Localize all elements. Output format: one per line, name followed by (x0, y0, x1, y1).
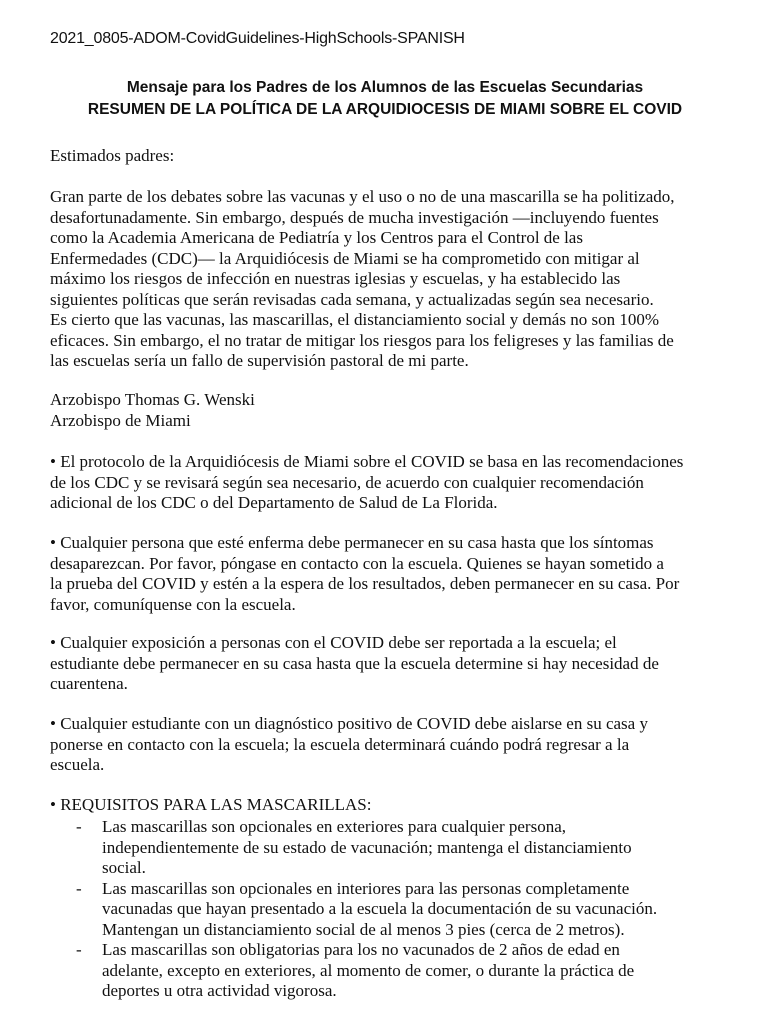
intro-line: las escuelas sería un fallo de supervisión pastoral de mi parte. (50, 351, 469, 370)
salutation-text: Estimados padres: (50, 146, 175, 165)
mask-requirements-list (70, 817, 750, 1002)
heading-line-2: RESUMEN DE LA POLÍTICA DE LA ARQUIDIOCESIS DE MIAMI SOBRE EL COVID (87, 101, 683, 118)
list-item-line: social. (102, 858, 146, 877)
bullet-line: ponerse en contacto con la escuela; la escuela determinará cuándo podrá regresar a la (50, 734, 630, 754)
bullet-line: adicional de los CDC o del Departamento de Salud de La Florida. (50, 493, 498, 512)
bullet-line: • Cualquier exposición a personas con el COVID debe ser reportada a la escuela; el (50, 633, 617, 652)
bullet-paragraph-4 (50, 714, 750, 776)
list-item-line: vacunadas que hayan presentado a la escuela la documentación de su vacunación. (102, 899, 658, 918)
bullet-paragraph-1 (50, 452, 750, 514)
intro-line: Enfermedades (CDC)— la Arquidiócesis de Miami se ha comprometido con mitigar al (50, 248, 640, 268)
bullet-line: cuarentena. (50, 674, 128, 693)
list-item (70, 879, 750, 941)
bullet-line: de los CDC y se revisará según sea necesario, de acuerdo con cualquier recomendación (50, 472, 644, 492)
bullet-line: escuela. (50, 755, 105, 774)
dash-marker: - (76, 878, 82, 898)
intro-line: siguientes políticas que serán revisadas cada semana, y actualizadas según sea necesario. (50, 289, 654, 309)
heading-line-1: Mensaje para los Padres de los Alumnos de las Escuelas Secundarias (126, 79, 644, 96)
bullet-line: • Cualquier persona que esté enferma debe permanecer en su casa hasta que los síntomas (50, 533, 654, 552)
bullet-paragraph-2 (50, 533, 750, 615)
intro-line: Gran parte de los debates sobre las vacunas y el uso o no de una mascarilla se ha politizado, (50, 187, 675, 206)
bullet-line: desaparezcan. Por favor, póngase en contacto con la escuela. Quienes se hayan sometido a (50, 553, 664, 573)
intro-line: como la Academia Americana de Pediatría y los Centros para el Control de las (50, 228, 583, 247)
bullet-line: estudiante debe permanecer en su casa hasta que la escuela determine si hay necesidad de (50, 653, 659, 673)
intro-line: Es cierto que las vacunas, las mascarillas, el distanciamiento social y demás no son 100% (50, 310, 659, 329)
intro-line: eficaces. Sin embargo, el no tratar de mitigar los riesgos para los feligreses y las familias de (50, 330, 674, 350)
list-item-line: adelante, excepto en exteriores, al momento de comer, o durante la práctica de (102, 960, 635, 980)
list-item-line: Las mascarillas son opcionales en exteriores para cualquier persona, (102, 817, 567, 836)
list-item (70, 817, 750, 879)
list-item-line: independientemente de su estado de vacunación; mantenga el distanciamiento (102, 837, 632, 857)
bullet-line: favor, comuníquense con la escuela. (50, 594, 296, 614)
list-item-line: Mantengan un distanciamiento social de al menos 3 pies (cerca de 2 metros). (102, 919, 625, 939)
dash-marker: - (76, 940, 82, 959)
file-title: 2021_0805-ADOM-CovidGuidelines-HighSchools-SPANISH (50, 30, 465, 47)
list-item-line: Las mascarillas son obligatorias para los no vacunados de 2 años de edad en (102, 940, 620, 959)
signature-name: Arzobispo Thomas G. Wenski (50, 390, 255, 409)
intro-line: máximo los riesgos de infección en nuestras iglesias y escuelas, y ha establecido las (50, 269, 621, 288)
list-item-line: deportes u otra actividad vigorosa. (102, 981, 337, 1000)
bullet-line: • El protocolo de la Arquidiócesis de Miami sobre el COVID se basa en las recomendaciones (50, 452, 684, 471)
bullet-line: • Cualquier estudiante con un diagnóstico positivo de COVID debe aislarse en su casa y (50, 714, 648, 733)
dash-marker: - (76, 817, 82, 836)
list-item (70, 940, 750, 1002)
list-item-line: Las mascarillas son opcionales en interiores para las personas completamente (102, 878, 630, 898)
intro-line: desafortunadamente. Sin embargo, después de mucha investigación —incluyendo fuentes (50, 207, 659, 227)
intro-paragraph (50, 187, 750, 372)
salutation (50, 146, 750, 167)
signature-title: Arzobispo de Miami (50, 410, 191, 430)
mask-section-title (50, 795, 750, 816)
bullet-paragraph-3 (50, 633, 750, 695)
mask-title-text: • REQUISITOS PARA LAS MASCARILLAS: (50, 795, 372, 814)
bullet-line: la prueba del COVID y estén a la espera de los resultados, deben permanecer en su casa. Por (50, 574, 680, 593)
signature-block (50, 390, 750, 431)
